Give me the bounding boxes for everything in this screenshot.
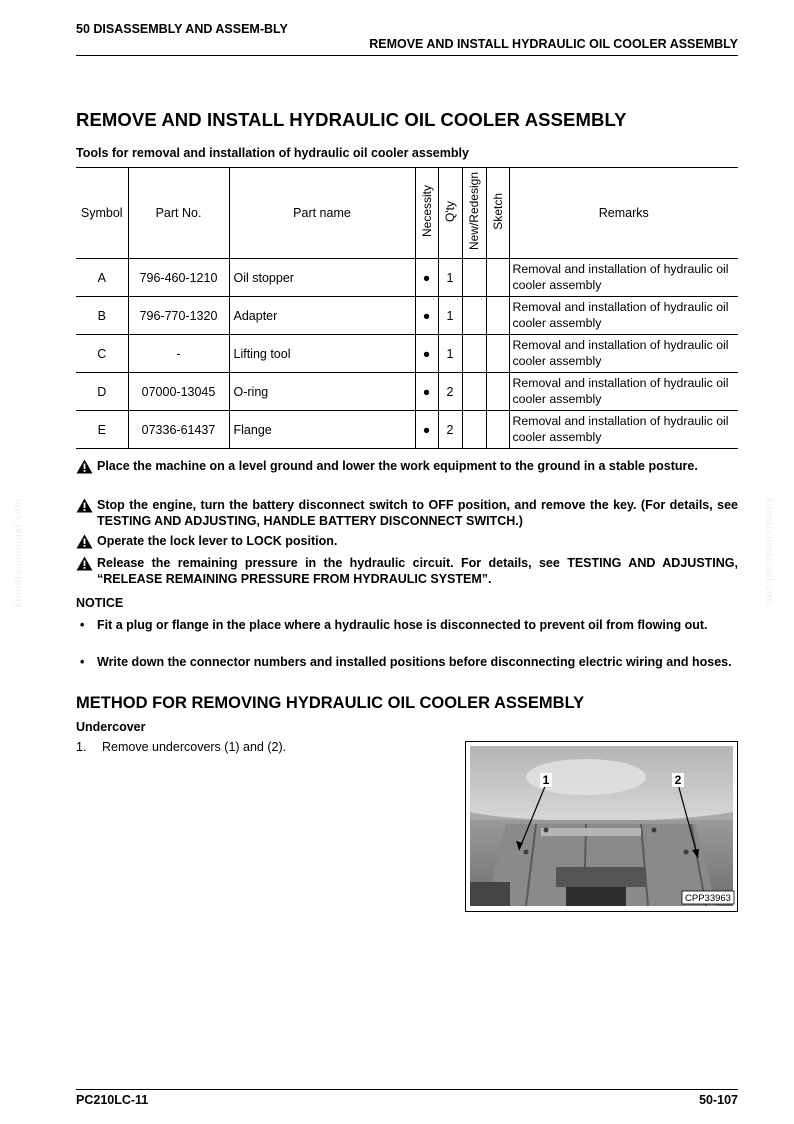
notice-item — [80, 654, 738, 670]
cell-symbol: B — [76, 297, 128, 335]
warning-text: Release the remaining pressure in the hydraulic circuit. For details, see TESTING AND ADJUSTING, “RELEASE REMAINING PRESSURE FROM HYDRAULIC SYSTEM”. — [97, 556, 738, 586]
header-qty — [438, 168, 462, 259]
cell-symbol: E — [76, 411, 128, 449]
cell-part-no: 07336-61437 — [128, 411, 229, 449]
table-row — [76, 335, 738, 373]
header-necessity-label: Necessity — [419, 185, 434, 238]
cell-part-name: O-ring — [229, 373, 415, 411]
cell-symbol: A — [76, 259, 128, 297]
cell-remarks: Removal and installation of hydraulic oil cooler assembly — [509, 411, 738, 449]
cell-sketch — [486, 297, 509, 335]
watermark-right: komatsumanual.com — [763, 498, 774, 608]
chapter-header: 50 DISASSEMBLY AND ASSEM-BLY — [76, 22, 288, 36]
header-new-redesign-label: New/Redesign — [467, 172, 481, 251]
model-label: PC210LC-11 — [76, 1093, 149, 1107]
notice-label: NOTICE — [76, 596, 124, 610]
cell-sketch — [486, 259, 509, 297]
footer-rule — [76, 1089, 738, 1090]
cell-necessity: ● — [415, 297, 438, 335]
warning-text: Operate the lock lever to LOCK position. — [97, 534, 338, 548]
cell-qty: 2 — [438, 373, 462, 411]
cell-necessity: ● — [415, 259, 438, 297]
cell-qty: 2 — [438, 411, 462, 449]
table-row — [76, 411, 738, 449]
notice-item-text: Fit a plug or flange in the place where a hydraulic hose is disconnected to prevent oil from flowing out. — [97, 618, 708, 632]
cell-sketch — [486, 335, 509, 373]
cell-necessity: ● — [415, 411, 438, 449]
notice-item — [80, 617, 738, 633]
undercover-photo — [465, 741, 738, 912]
header-part-no: Part No. — [128, 168, 229, 259]
cell-sketch — [486, 373, 509, 411]
warning-triangle-icon — [76, 534, 93, 549]
cell-sketch — [486, 411, 509, 449]
warning-2 — [76, 497, 738, 529]
cell-part-no: 796-770-1320 — [128, 297, 229, 335]
header-remarks: Remarks — [509, 168, 738, 259]
bullet-dot: • — [80, 618, 85, 632]
cell-part-no: 796-460-1210 — [128, 259, 229, 297]
section-header: REMOVE AND INSTALL HYDRAULIC OIL COOLER ASSEMBLY — [369, 37, 738, 51]
cell-remarks: Removal and installation of hydraulic oil cooler assembly — [509, 373, 738, 411]
warning-4 — [76, 555, 738, 587]
warning-text: Stop the engine, turn the battery disconnect switch to OFF position, and remove the key. (For details, see TESTING AND ADJUSTING, HANDLE BATTERY DISCONNECT SWITCH.) — [97, 498, 738, 528]
header-symbol: Symbol — [76, 168, 128, 259]
cell-part-name: Adapter — [229, 297, 415, 335]
header-sketch-label: Sketch — [490, 193, 505, 230]
notice-item-text: Write down the connector numbers and installed positions before disconnecting electric wiring and hoses. — [97, 655, 732, 669]
table-header-row — [76, 168, 738, 259]
cell-new-redesign — [462, 297, 486, 335]
step-number: 1. — [76, 740, 87, 754]
undercover-photo-image — [466, 742, 737, 911]
cell-qty: 1 — [438, 335, 462, 373]
cell-new-redesign — [462, 335, 486, 373]
cell-new-redesign — [462, 259, 486, 297]
cell-necessity: ● — [415, 335, 438, 373]
header-new-redesign — [462, 168, 486, 259]
cell-part-no: - — [128, 335, 229, 373]
callout-2: 2 — [674, 773, 682, 787]
method-subheading: Undercover — [76, 720, 146, 734]
bullet-dot: • — [80, 655, 85, 669]
header-necessity — [415, 168, 438, 259]
warning-1 — [76, 458, 738, 474]
cell-new-redesign — [462, 373, 486, 411]
cell-necessity: ● — [415, 373, 438, 411]
header-sketch — [486, 168, 509, 259]
step-1 — [76, 740, 286, 754]
tools-table — [76, 167, 738, 449]
cell-part-no: 07000-13045 — [128, 373, 229, 411]
table-row — [76, 297, 738, 335]
warning-triangle-icon — [76, 556, 93, 571]
cell-qty: 1 — [438, 297, 462, 335]
header-part-name: Part name — [229, 168, 415, 259]
warning-triangle-icon — [76, 498, 93, 513]
callout-1: 1 — [542, 773, 550, 787]
cell-symbol: D — [76, 373, 128, 411]
cell-remarks: Removal and installation of hydraulic oil cooler assembly — [509, 335, 738, 373]
watermark-left: komatsumanual.com — [13, 498, 24, 608]
cell-remarks: Removal and installation of hydraulic oil cooler assembly — [509, 259, 738, 297]
photo-code: CPP33963 — [685, 893, 731, 904]
cell-part-name: Lifting tool — [229, 335, 415, 373]
cell-new-redesign — [462, 411, 486, 449]
table-row — [76, 259, 738, 297]
cell-symbol: C — [76, 335, 128, 373]
page-title: REMOVE AND INSTALL HYDRAULIC OIL COOLER ASSEMBLY — [76, 109, 627, 130]
step-text: Remove undercovers (1) and (2). — [102, 740, 287, 754]
method-heading: METHOD FOR REMOVING HYDRAULIC OIL COOLER ASSEMBLY — [76, 694, 585, 712]
cell-qty: 1 — [438, 259, 462, 297]
warning-triangle-icon — [76, 459, 93, 474]
header-rule — [76, 55, 738, 56]
header-qty-label: Q'ty — [443, 201, 457, 222]
table-row — [76, 373, 738, 411]
cell-part-name: Flange — [229, 411, 415, 449]
warning-text: Place the machine on a level ground and lower the work equipment to the ground in a stable posture. — [97, 459, 698, 473]
cell-remarks: Removal and installation of hydraulic oil cooler assembly — [509, 297, 738, 335]
page-number: 50-107 — [699, 1093, 738, 1107]
warning-3 — [76, 533, 738, 549]
cell-part-name: Oil stopper — [229, 259, 415, 297]
tools-caption: Tools for removal and installation of hydraulic oil cooler assembly — [76, 146, 469, 160]
